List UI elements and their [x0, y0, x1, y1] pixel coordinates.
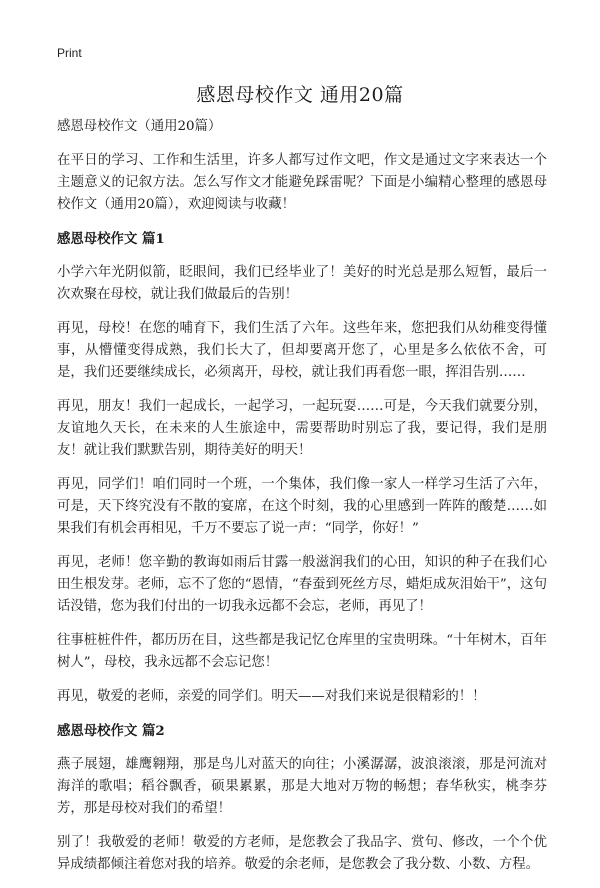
paragraph: 再见，朋友！我们一起成长，一起学习，一起玩耍……可是，今天我们就要分别，友谊地久天长，在未来的人生旅途中，需要帮助时别忘了我，要记得，我们是朋友！就让我们默默告别，期待美好的明天！: [57, 399, 547, 458]
section-1: [57, 228, 547, 708]
paragraph: 再见，敬爱的老师，亲爱的同学们。明天——对我们来说是很精彩的！！: [57, 689, 486, 704]
document-body: [57, 116, 547, 888]
section-2: [57, 720, 547, 876]
paragraph: 再见，老师！您辛勤的教诲如雨后甘露一般滋润我们的心田，知识的种子在我们心田生根发芽。老师，忘不了您的“恩情，“春蚕到死丝方尽，蜡炬成灰泪始干”，这句话没错，您为我们付出的一切我永远都不会忘，老师，再见了！: [57, 555, 547, 614]
section-heading: 感恩母校作文 篇2: [57, 723, 165, 739]
paragraph: 往事桩桩件件，都历历在目，这些都是我记忆仓库里的宝贵明珠。“十年树木，百年树人”，母校，我永远都不会忘记您！: [57, 633, 547, 670]
intro-paragraph: 在平日的学习、工作和生活里，许多人都写过作文吧，作文是通过文字来表达一个主题意义的记叙方法。怎么写作文才能避免踩雷呢？下面是小编精心整理的感恩母校作文（通用20篇），欢迎阅读与收藏！: [57, 153, 547, 212]
paragraph: 再见，母校！在您的哺育下，我们生活了六年。这些年来，您把我们从幼稚变得懂事，从懵懂变得成熟，我们长大了，但却要离开您了，心里是多么依依不舍，可是，我们还要继续成长，必须离开，母校，就让我们再看您一眼，挥泪告别……: [57, 321, 547, 380]
subtitle: 感恩母校作文（通用20篇）: [57, 119, 222, 134]
print-label[interactable]: Print: [57, 46, 82, 60]
paragraph: 再见，同学们！咱们同时一个班，一个集体，我们像一家人一样学习生活了六年，可是，天下终究没有不散的宴席，在这个时刻，我的心里感到一阵阵的酸楚……如果我们有机会再相见，千万不要忘了说一声：“同学，你好！”: [57, 477, 547, 536]
paragraph: 别了！我敬爱的老师！敬爱的方老师，是您教会了我品字、赏句、修改，一个个优异成绩都倾注着您对我的培养。敬爱的余老师，是您教会了我分数、小数、方程。: [57, 835, 547, 872]
paragraph: 小学六年光阴似箭，眨眼间，我们已经毕业了！美好的时光总是那么短暂，最后一次欢聚在母校，就让我们做最后的告别！: [57, 265, 547, 302]
paragraph: 燕子展翅，雄鹰翱翔，那是鸟儿对蓝天的向往；小溪潺潺，波浪滚滚，那是河流对海洋的歌唱；稻谷飘香，硕果累累，那是大地对万物的畅想；春华秋实，桃李芬芳，那是母校对我们的希望！: [57, 757, 547, 816]
page-title: 感恩母校作文 通用20篇: [196, 84, 404, 106]
section-heading: 感恩母校作文 篇1: [57, 231, 165, 247]
